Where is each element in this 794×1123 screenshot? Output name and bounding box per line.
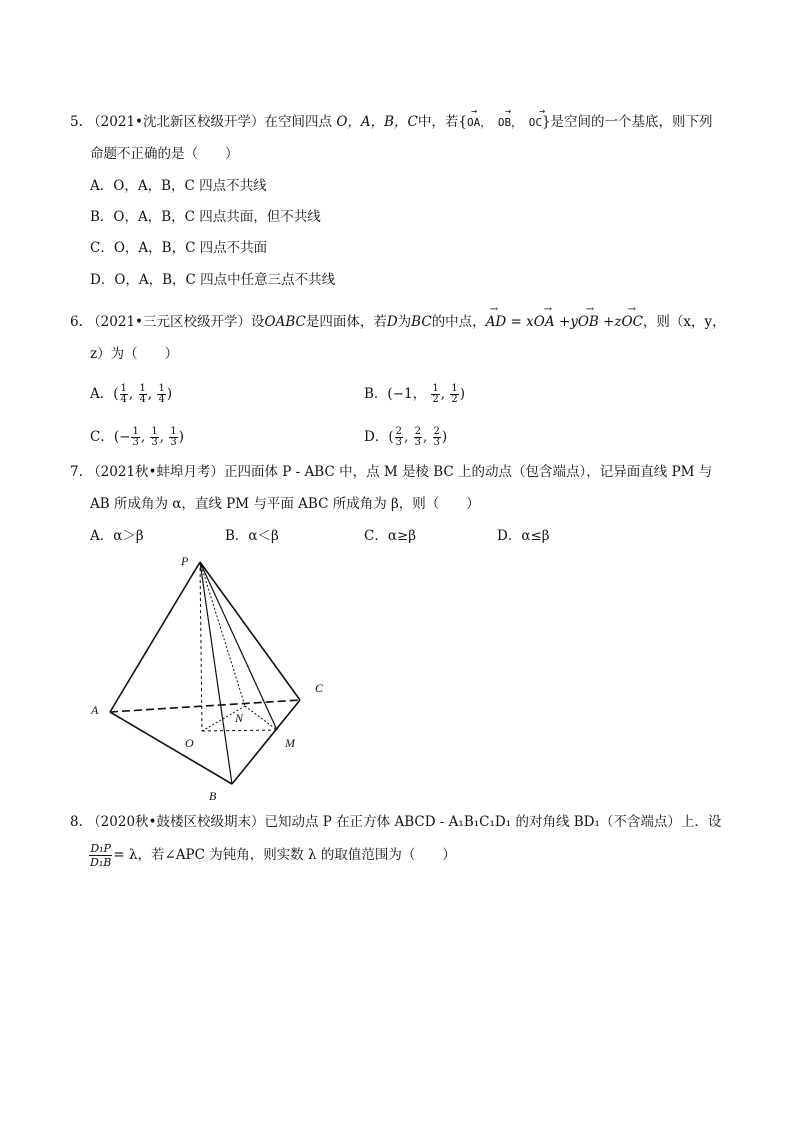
q5-vectors: → → → OA， OB， OC: [466, 106, 546, 129]
label-P: P: [181, 554, 189, 568]
q5-text: 中，若{: [417, 114, 467, 130]
label-M: M: [285, 736, 295, 750]
line-PN-dotted: [200, 562, 245, 706]
q7-option-b: B．α＜β: [225, 528, 279, 544]
q6-option-c: C．(− $\frac{1}{3}$ , $\frac{1}{3}$ , $\frac{1}{3}$ ): [90, 426, 185, 448]
label-A: A: [91, 703, 99, 717]
edge-PA: [110, 562, 200, 712]
q5-line1: [70, 106, 713, 131]
q5-text-end: }是空间的一个基底，则下列: [541, 114, 713, 130]
q5-line2: 命题不正确的是（ ）: [90, 146, 239, 162]
label-B: B: [209, 789, 217, 803]
line-OM-dashed: [202, 730, 277, 731]
q7-option-d: D．α≤β: [497, 528, 550, 544]
q5-option-c: C．O，A，B，C 四点不共面: [90, 240, 268, 256]
tetrahedron-figure: [85, 548, 345, 808]
line-NM-dotted: [245, 706, 277, 730]
q5-source: （2021•沈北新区校级开学）在空间四点: [87, 114, 333, 130]
q6-equation: → → → → AD = xOA +yOB +zOC: [485, 304, 643, 330]
label-N: N: [235, 711, 244, 725]
q6-line2: z）为（ ）: [90, 346, 179, 362]
q6-option-d: D．( $\frac{2}{3}$ , $\frac{2}{3}$ , $\frac{2}{3}$ ): [364, 426, 448, 448]
q7-option-a: A．α＞β: [90, 528, 144, 544]
label-O: O: [185, 736, 194, 750]
q6-option-b: B．(−1， $\frac{1}{2}$ , $\frac{1}{2}$ ): [364, 383, 466, 405]
q7-option-c: C．α≥β: [364, 528, 417, 544]
edge-PC: [200, 562, 300, 700]
q7-line1: 7. （2021秋•蚌埠月考）正四面体 P - ABC 中，点 M 是棱 BC 上的动点（包含端点），记异面直线 PM 与: [70, 464, 713, 480]
q5-option-d: D．O，A，B，C 四点中任意三点不共线: [90, 272, 336, 288]
q5-option-a: A．O，A，B，C 四点不共线: [90, 178, 267, 194]
q5-option-b: B．O，A，B，C 四点共面，但不共线: [90, 209, 321, 225]
q8-line1: 8. （2020秋•鼓楼区校级期末）已知动点 P 在正方体 ABCD - A₁B₁C₁D₁ 的对角线 BD₁（不含端点）上．设: [70, 814, 722, 830]
q8-line2: $\frac{\text{D₁P}}{\text{D₁B}}$ = λ，若∠APC 为钝角，则实数 λ 的取值范围为（ ）: [90, 842, 456, 869]
label-C: C: [315, 681, 324, 695]
edge-PB: [200, 562, 232, 784]
q6-line1: 6. （2021•三元区校级开学）设OABC是四面体，若D为BC的中点， → → → → AD = xOA +yOB +zOC，则（x，y，: [70, 304, 726, 330]
q7-line2: AB 所成角为 α，直线 PM 与平面 ABC 所成角为 β，则（ ）: [90, 496, 480, 512]
q5-points: O，A，B，C: [336, 114, 418, 130]
edge-AB: [110, 712, 232, 784]
q6-option-a: A．( $\frac{1}{4}$ , $\frac{1}{4}$ , $\frac{1}{4}$ ): [90, 383, 173, 405]
edge-AC-hidden: [110, 700, 300, 712]
q5-number: 5.: [70, 114, 83, 130]
